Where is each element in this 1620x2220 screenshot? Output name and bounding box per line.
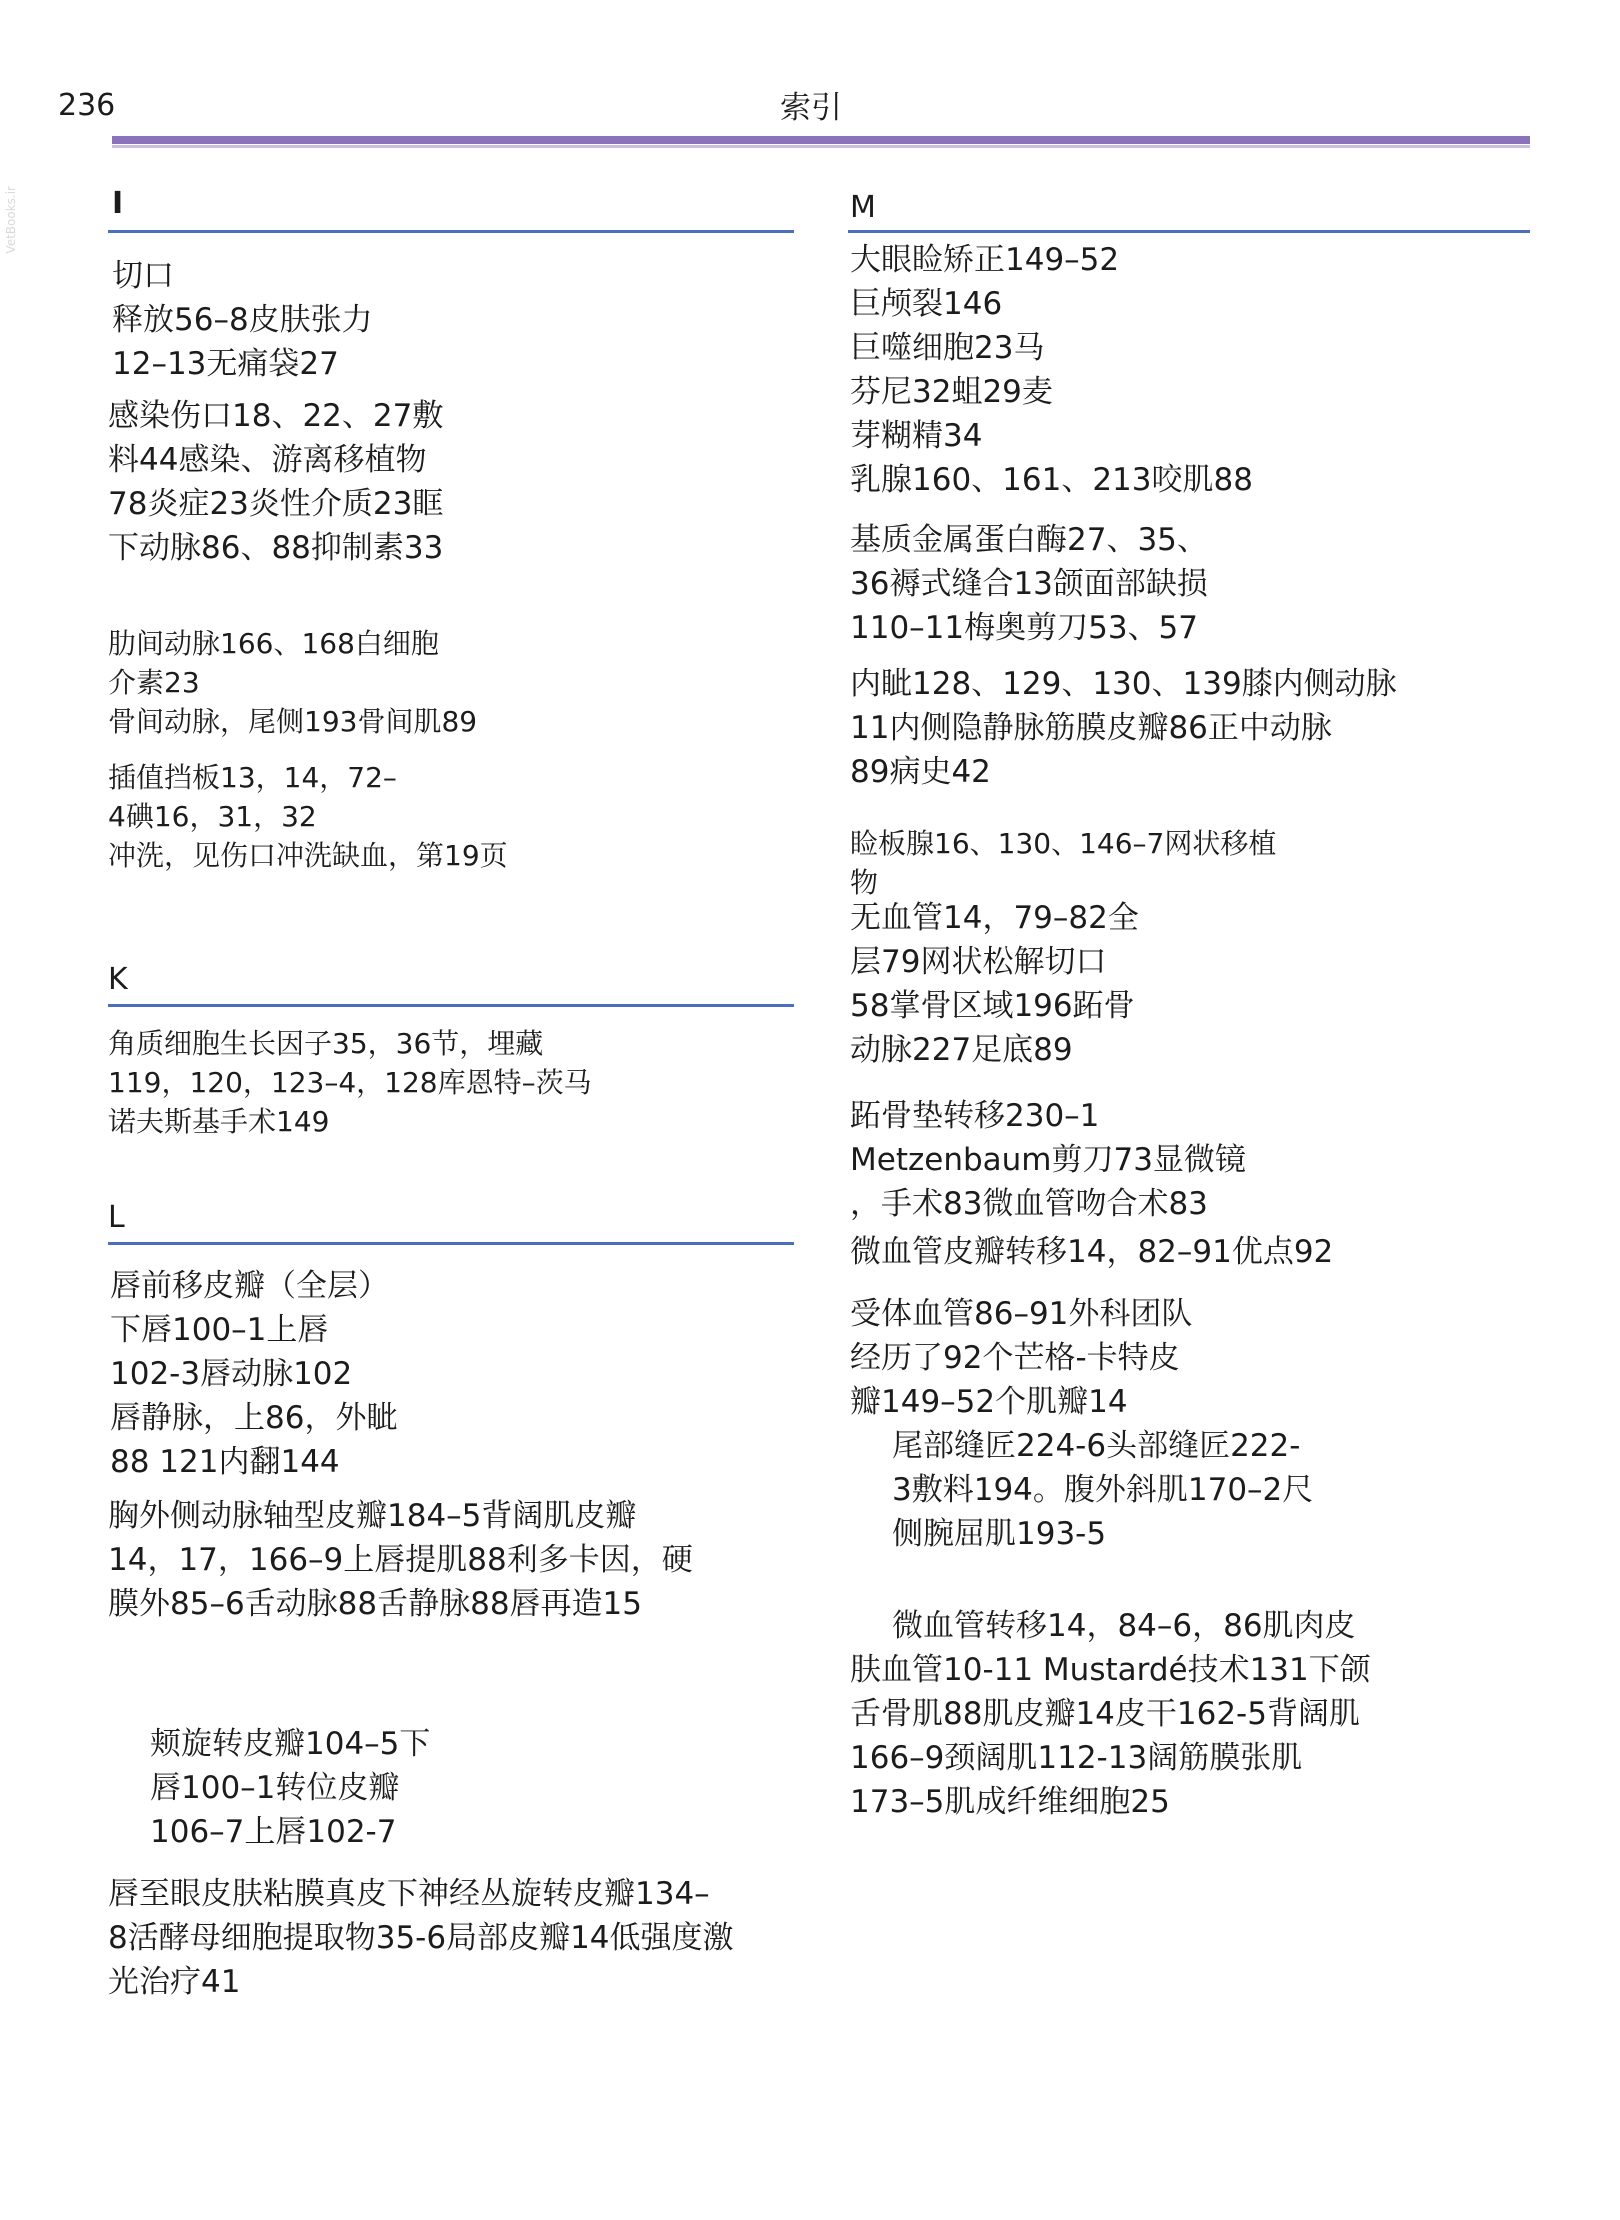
section-letter-l: L [108,1200,125,1235]
index-entry: 肋间动脉166、168白细胞 介素23 骨间动脉，尾侧193骨间肌89 [108,627,478,738]
index-entry: 颊旋转皮瓣104–5下 唇100–1转位皮瓣 106–7上唇102-7 [150,1726,431,1850]
index-entry: 插值挡板13，14，72– 4碘16，31，32 冲洗，见伤口冲洗缺血，第19页 [108,761,508,872]
section-letter-k: K [108,962,128,997]
index-entry: 唇静脉，上86，外眦 88 121内翻144 [110,1400,398,1480]
index-entry: 微血管皮瓣转移14，82–91优点92 [850,1234,1334,1270]
index-entry: 微血管转移14，84–6，86肌肉皮 肤血管10-11 Mustardé技术131下颌 舌骨肌88肌皮瓣14皮干162-5背阔肌 166–9颈阔肌112-13阔筋膜张肌 173–5肌成纤维细胞25 [850,1608,1371,1820]
index-entry: 角质细胞生长因子35，36节，埋藏 119，120，123–4，128库恩特–茨马 诺夫斯基手术149 [108,1027,592,1138]
section-letter-i: I [112,186,124,221]
section-rule-m [848,230,1530,233]
index-entry: 受体血管86–91外科团队 经历了92个芒格-卡特皮 瓣149–52个肌瓣14 [850,1296,1193,1420]
index-entry: 睑板腺16、130、146–7网状移植 物 [850,827,1277,899]
page-number: 236 [58,88,116,123]
index-entry: 唇前移皮瓣（全层） 下唇100–1上唇 102-3唇动脉102 [110,1268,389,1392]
index-entry: 大眼睑矫正149–52 巨颅裂146 巨噬细胞23马 芬尼32蛆29麦 芽糊精34 乳腺160、161、213咬肌88 [850,242,1253,498]
index-entry: 感染伤口18、22、27敷 料44感染、游离移植物 78炎症23炎性介质23眶 下动脉86、88抑制素33 [108,398,444,566]
index-entry: 基质金属蛋白酶27、35、 36褥式缝合13颌面部缺损 110–11梅奥剪刀53、57 [850,522,1208,646]
section-rule-i [108,230,794,233]
index-entry: 尾部缝匠224-6头部缝匠222- 3敷料194。腹外斜肌170–2尺 侧腕屈肌193-5 [892,1428,1314,1552]
header-divider-shadow [112,145,1530,148]
page-title: 索引 [780,90,842,126]
header-divider [112,136,1530,144]
section-rule-l [108,1242,794,1245]
index-entry: 胸外侧动脉轴型皮瓣184–5背阔肌皮瓣 14，17，166–9上唇提肌88利多卡因，硬 膜外85–6舌动脉88舌静脉88唇再造15 [108,1498,693,1622]
section-rule-k [108,1004,794,1007]
index-entry: 无血管14，79–82全 层79网状松解切口 58掌骨区域196跖骨 动脉227足底89 [850,900,1139,1068]
index-entry: 唇至眼皮肤粘膜真皮下神经丛旋转皮瓣134– 8活酵母细胞提取物35-6局部皮瓣14低强度激 光治疗41 [108,1876,734,2000]
section-letter-m: M [850,190,876,225]
watermark: VetBooks.ir [4,186,18,254]
index-entry: 跖骨垫转移230–1 Metzenbaum剪刀73显微镜 ，手术83微血管吻合术83 [850,1098,1246,1222]
index-entry: 切口 释放56–8皮肤张力 12–13无痛袋27 [112,258,373,382]
index-entry: 内眦128、129、130、139膝内侧动脉 11内侧隐静脉筋膜皮瓣86正中动脉 89病史42 [850,666,1397,790]
